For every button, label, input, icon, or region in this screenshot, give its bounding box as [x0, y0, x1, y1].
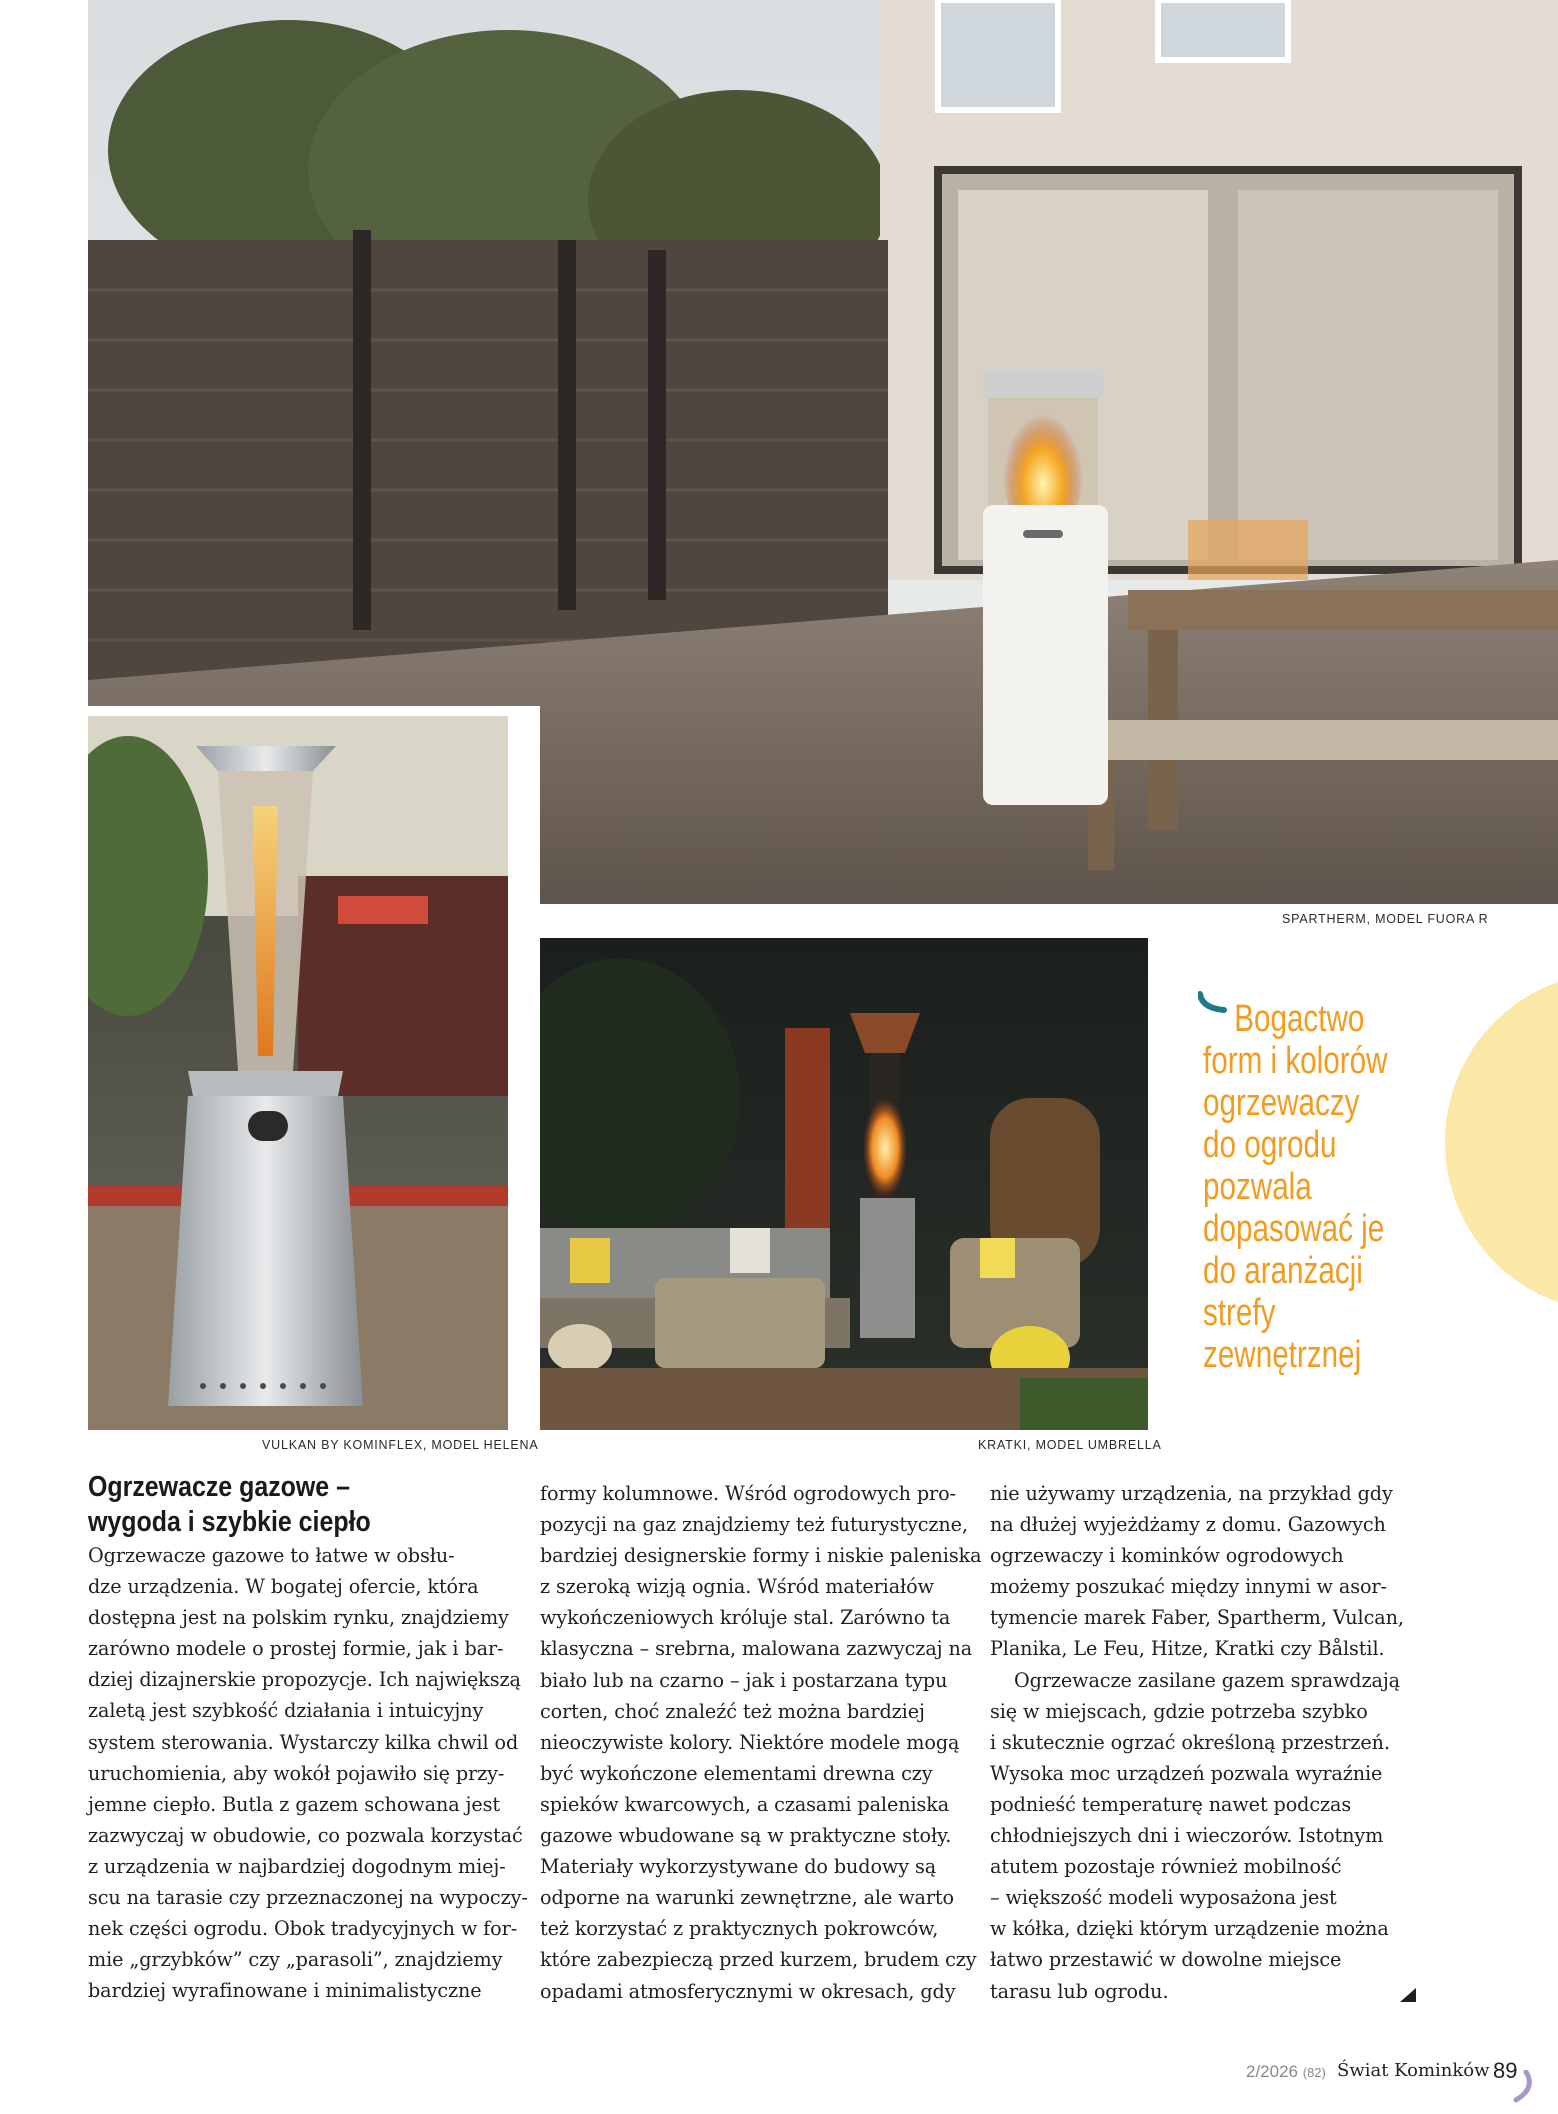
article-heading [88, 1470, 449, 1540]
text-line: zaletą jest szybkość działania i intuicyjny [88, 1699, 484, 1723]
text-line: tymencie marek Faber, Spartherm, Vulcan, [990, 1606, 1404, 1630]
caption-vulkan: VULKAN BY KOMINFLEX, MODEL HELENA [262, 1438, 539, 1452]
text-line: Ogrzewacze zasilane gazem sprawdzają [1014, 1668, 1401, 1692]
text-line: scu na tarasie czy przeznaczonej na wypoczy- [88, 1886, 528, 1910]
page-number: 89 [1493, 2058, 1518, 2083]
text-line: nek części ogrodu. Obok tradycyjnych w for- [88, 1917, 518, 1941]
article-column-1 [88, 1540, 528, 2006]
decorative-circle [1445, 972, 1558, 1312]
text-line: nie używamy urządzenia, na przykład gdy [990, 1482, 1393, 1505]
text-line: które zabezpieczą przed kurzem, brudem czy [540, 1948, 977, 1972]
text-line: i skutecznie ogrzać określoną przestrzeń. [990, 1730, 1390, 1754]
text-line: Materiały wykorzystywane do budowy są [540, 1855, 937, 1879]
text-line: dostępna jest na polskim rynku, znajdziemy [88, 1606, 509, 1630]
text-line: wykończeniowych króluje stal. Zarówno ta [540, 1606, 951, 1630]
text-line: corten, choć znaleźć też można bardziej [540, 1699, 925, 1723]
issue-number [1246, 2062, 1326, 2082]
text-line: bardziej designerskie formy i niskie paleniska [540, 1544, 982, 1568]
text-line: dze urządzenia. W bogatej ofercie, która [88, 1575, 479, 1599]
text-line: jemne ciepło. Butla z gazem schowana jest [88, 1792, 501, 1816]
photo-vulkan-helena [88, 716, 508, 1430]
pull-quote-line: do ogrodu [1203, 1124, 1337, 1166]
text-line: nieoczywiste kolory. Niektóre modele mogą [540, 1730, 960, 1754]
pull-quote-line: Bogactwo [1234, 998, 1365, 1040]
text-line: Wysoka moc urządzeń pozwala wyraźnie [990, 1761, 1383, 1785]
text-line: odporne na warunki zewnętrzne, ale warto [540, 1886, 954, 1910]
text-line: z szeroką wizją ognia. Wśród materiałów [540, 1575, 934, 1599]
text-line: Planika, Le Feu, Hitze, Kratki czy Bålstil. [990, 1637, 1385, 1661]
text-line: ogrzewaczy i kominków ogrodowych [990, 1544, 1344, 1568]
text-line: z urządzenia w najbardziej dogodnym miej- [88, 1854, 506, 1878]
pull-quote-line: pozwala [1203, 1166, 1312, 1208]
text-line: w kółka, dzięki którym urządzenie można [990, 1917, 1389, 1941]
pull-quote-line: strefy [1203, 1292, 1276, 1334]
text-line: – większość modeli wyposażona jest [990, 1886, 1337, 1910]
text-line: uruchomienia, aby wokół pojawiło się przy- [88, 1761, 505, 1785]
text-line: pozycji na gaz znajdziemy też futurystyczne, [540, 1513, 968, 1537]
pull-quote-line: dopasować je [1203, 1208, 1385, 1250]
text-line: gazowe wbudowane są w praktyczne stoły. [540, 1824, 952, 1848]
text-line: atutem pozostaje również mobilność [990, 1855, 1342, 1879]
text-line: dziej dizajnerskie propozycje. Ich największą [88, 1668, 521, 1692]
magazine-name: Świat Kominków [1337, 2060, 1490, 2081]
pull-quote-line: zewnętrznej [1203, 1334, 1362, 1376]
text-line: Ogrzewacze gazowe to łatwe w obsłu- [88, 1544, 455, 1567]
text-line: biało lub na czarno – jak i postarzana typu [540, 1668, 948, 1692]
text-line: chłodniejszych dni i wieczorów. Istotnym [990, 1824, 1384, 1848]
pull-quote [1203, 998, 1406, 1376]
pull-quote-line: ogrzewaczy [1203, 1082, 1360, 1124]
text-line: spieków kwarcowych, a czasami paleniska [540, 1792, 950, 1816]
text-line: być wykończone elementami drewna czy [540, 1761, 933, 1785]
text-line: też korzystać z praktycznych pokrowców, [540, 1917, 939, 1941]
text-line: zazwyczaj w obudowie, co pozwala korzystać [88, 1823, 523, 1847]
text-line: tarasu lub ogrodu. [990, 1979, 1169, 2003]
heading-line: Ogrzewacze gazowe – [88, 1471, 350, 1503]
issue-count: (82) [1302, 2065, 1326, 2080]
caption-spartherm: SPARTHERM, MODEL FUORA R [1282, 912, 1489, 926]
folio-arc-icon [1512, 2070, 1538, 2104]
text-line: podnieść temperaturę nawet podczas [990, 1792, 1352, 1816]
text-line: formy kolumnowe. Wśród ogrodowych pro- [540, 1482, 956, 1505]
pull-quote-line: form i kolorów [1203, 1040, 1388, 1082]
text-line: zarówno modele o prostej formie, jak i bar- [88, 1637, 504, 1661]
text-line: się w miejscach, gdzie potrzeba szybko [990, 1699, 1368, 1723]
text-line: możemy poszukać między innymi w asor- [990, 1575, 1387, 1599]
text-line: łatwo przestawić w dowolne miejsce [990, 1948, 1342, 1972]
photo-kratki-umbrella [540, 938, 1148, 1430]
text-line: bardziej wyrafinowane i minimalistyczne [88, 1979, 482, 2003]
text-line: opadami atmosferycznymi w okresach, gdy [540, 1979, 956, 2003]
text-line: mie „grzybków” czy „parasoli”, znajdziemy [88, 1948, 503, 1972]
text-line: na dłużej wyjeżdżamy z domu. Gazowych [990, 1513, 1386, 1537]
issue-date: 2/2026 [1246, 2062, 1298, 2081]
article-column-3 [990, 1478, 1404, 2007]
pyramid-gas-heater-photo [88, 716, 508, 1430]
text-line: system sterowania. Wystarczy kilka chwil od [88, 1730, 519, 1754]
article-column-2 [540, 1478, 981, 2007]
heading-line: wygoda i szybkie ciepło [88, 1506, 371, 1538]
article-end-icon [1400, 1988, 1416, 2002]
caption-kratki: KRATKI, MODEL UMBRELLA [978, 1438, 1162, 1452]
text-line: klasyczna – srebrna, malowana zazwyczaj na [540, 1637, 973, 1661]
night-patio-heater-photo [540, 938, 1148, 1430]
pull-quote-line: do aranżacji [1203, 1250, 1363, 1292]
